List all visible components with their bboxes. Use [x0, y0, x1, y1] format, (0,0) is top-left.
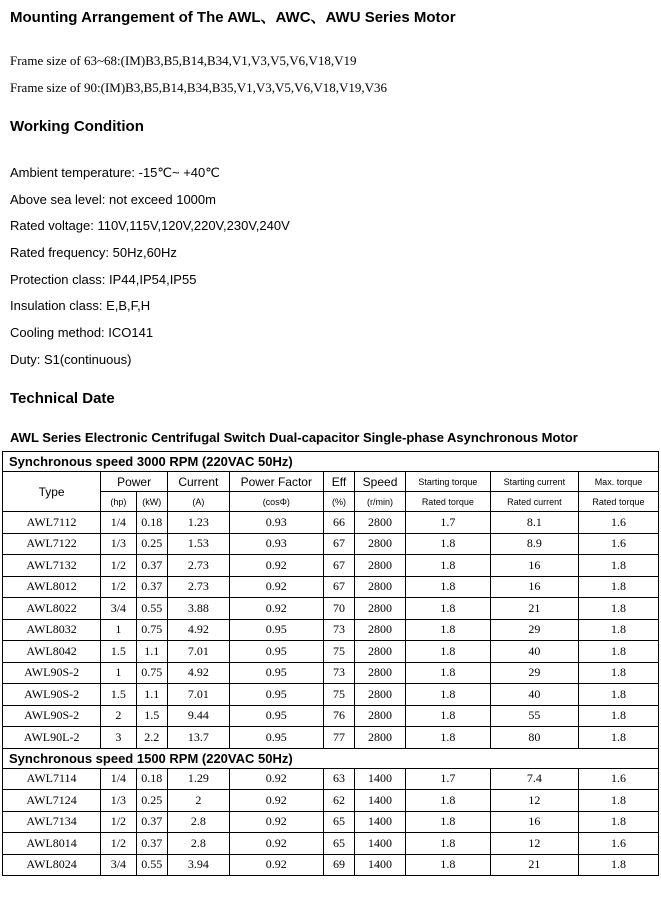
table-row	[3, 768, 659, 790]
table-row	[3, 641, 659, 663]
cell-max-torque-ratio: 1.8	[578, 598, 658, 620]
cell-current: 13.7	[167, 727, 229, 749]
header-starting-torque: Starting torque	[405, 472, 490, 492]
table-header-row	[3, 472, 659, 492]
table-header-units-row	[3, 492, 659, 512]
cell-hp: 2	[101, 705, 136, 727]
cell-max-torque-ratio: 1.8	[578, 555, 658, 577]
cell-eff: 66	[323, 512, 354, 534]
table-row	[3, 598, 659, 620]
table-row	[3, 512, 659, 534]
cell-hp: 3	[101, 727, 136, 749]
table-row	[3, 533, 659, 555]
cell-starting-torque-ratio: 1.8	[405, 533, 490, 555]
table-row	[3, 684, 659, 706]
cell-max-torque-ratio: 1.6	[578, 512, 658, 534]
cell-hp: 1	[101, 662, 136, 684]
cell-hp: 1/4	[101, 512, 136, 534]
cell-starting-torque-ratio: 1.8	[405, 684, 490, 706]
cell-type: AWL90S-2	[3, 662, 101, 684]
cell-type: AWL7114	[3, 768, 101, 790]
cell-current: 1.23	[167, 512, 229, 534]
cell-power-factor: 0.95	[229, 662, 323, 684]
cell-current: 3.94	[167, 854, 229, 876]
cell-speed: 1400	[355, 833, 406, 855]
cell-speed: 2800	[355, 662, 406, 684]
cell-current: 1.29	[167, 768, 229, 790]
cell-kw: 1.1	[136, 684, 167, 706]
cell-starting-current-ratio: 8.1	[490, 512, 578, 534]
cell-power-factor: 0.92	[229, 811, 323, 833]
cell-hp: 1/2	[101, 811, 136, 833]
condition-insulation-class: Insulation class: E,B,F,H	[10, 298, 151, 313]
cell-max-torque-ratio: 1.8	[578, 662, 658, 684]
page-title: Mounting Arrangement of The AWL、AWC、AWU Series Motor	[10, 9, 456, 26]
cell-kw: 0.18	[136, 512, 167, 534]
cell-starting-torque-ratio: 1.8	[405, 619, 490, 641]
cell-starting-torque-ratio: 1.8	[405, 727, 490, 749]
cell-speed: 2800	[355, 619, 406, 641]
cell-max-torque-ratio: 1.8	[578, 576, 658, 598]
header-unit-current: (A)	[167, 492, 229, 512]
cell-current: 2.8	[167, 833, 229, 855]
cell-speed: 2800	[355, 705, 406, 727]
cell-eff: 67	[323, 576, 354, 598]
cell-eff: 63	[323, 768, 354, 790]
cell-current: 2.73	[167, 576, 229, 598]
cell-speed: 2800	[355, 576, 406, 598]
cell-starting-torque-ratio: 1.8	[405, 705, 490, 727]
cell-starting-torque-ratio: 1.8	[405, 576, 490, 598]
table-row	[3, 576, 659, 598]
cell-eff: 75	[323, 641, 354, 663]
cell-type: AWL8014	[3, 833, 101, 855]
cell-hp: 1/2	[101, 555, 136, 577]
cell-kw: 0.55	[136, 598, 167, 620]
cell-hp: 1/4	[101, 768, 136, 790]
condition-cooling-method: Cooling method: ICO141	[10, 325, 154, 340]
cell-starting-current-ratio: 40	[490, 684, 578, 706]
cell-starting-current-ratio: 16	[490, 555, 578, 577]
table-subtitle: AWL Series Electronic Centrifugal Switch Dual-capacitor Single-phase Asynchronous Motor	[10, 430, 578, 445]
cell-type: AWL90S-2	[3, 705, 101, 727]
cell-eff: 67	[323, 533, 354, 555]
header-speed: Speed	[355, 472, 406, 492]
cell-type: AWL7124	[3, 790, 101, 812]
cell-eff: 73	[323, 619, 354, 641]
cell-eff: 65	[323, 833, 354, 855]
cell-starting-current-ratio: 29	[490, 619, 578, 641]
header-rated-current: Rated current	[490, 492, 578, 512]
cell-kw: 1.1	[136, 641, 167, 663]
cell-type: AWL7134	[3, 811, 101, 833]
cell-power-factor: 0.95	[229, 727, 323, 749]
cell-type: AWL90S-2	[3, 684, 101, 706]
header-eff: Eff	[323, 472, 354, 492]
cell-starting-torque-ratio: 1.8	[405, 641, 490, 663]
cell-eff: 75	[323, 684, 354, 706]
cell-starting-current-ratio: 12	[490, 790, 578, 812]
cell-starting-current-ratio: 80	[490, 727, 578, 749]
cell-eff: 65	[323, 811, 354, 833]
cell-power-factor: 0.95	[229, 641, 323, 663]
header-current: Current	[167, 472, 229, 492]
condition-rated-frequency: Rated frequency: 50Hz,60Hz	[10, 245, 177, 260]
cell-eff: 69	[323, 854, 354, 876]
technical-heading: Technical Date	[10, 390, 115, 407]
cell-hp: 3/4	[101, 598, 136, 620]
cell-max-torque-ratio: 1.8	[578, 619, 658, 641]
cell-starting-torque-ratio: 1.7	[405, 768, 490, 790]
header-rated-torque: Rated torque	[405, 492, 490, 512]
cell-speed: 1400	[355, 811, 406, 833]
speed-group-row	[3, 452, 659, 472]
cell-starting-torque-ratio: 1.8	[405, 598, 490, 620]
cell-hp: 1/3	[101, 790, 136, 812]
cell-hp: 3/4	[101, 854, 136, 876]
cell-starting-current-ratio: 21	[490, 854, 578, 876]
speed-group-label: Synchronous speed 1500 RPM (220VAC 50Hz)	[3, 748, 659, 768]
cell-power-factor: 0.92	[229, 598, 323, 620]
cell-kw: 0.37	[136, 576, 167, 598]
cell-eff: 73	[323, 662, 354, 684]
cell-starting-current-ratio: 21	[490, 598, 578, 620]
cell-kw: 0.75	[136, 662, 167, 684]
cell-kw: 0.25	[136, 790, 167, 812]
cell-starting-current-ratio: 12	[490, 833, 578, 855]
cell-max-torque-ratio: 1.6	[578, 833, 658, 855]
cell-power-factor: 0.92	[229, 833, 323, 855]
cell-max-torque-ratio: 1.8	[578, 641, 658, 663]
cell-starting-torque-ratio: 1.8	[405, 854, 490, 876]
header-rated-torque-max: Rated torque	[578, 492, 658, 512]
cell-current: 2.8	[167, 811, 229, 833]
cell-starting-current-ratio: 29	[490, 662, 578, 684]
header-unit-pf: (cosΦ)	[229, 492, 323, 512]
cell-speed: 2800	[355, 533, 406, 555]
cell-current: 4.92	[167, 662, 229, 684]
cell-power-factor: 0.92	[229, 854, 323, 876]
cell-current: 7.01	[167, 641, 229, 663]
cell-speed: 1400	[355, 790, 406, 812]
cell-eff: 62	[323, 790, 354, 812]
cell-max-torque-ratio: 1.8	[578, 790, 658, 812]
cell-type: AWL8032	[3, 619, 101, 641]
cell-speed: 2800	[355, 684, 406, 706]
cell-type: AWL7112	[3, 512, 101, 534]
cell-eff: 76	[323, 705, 354, 727]
cell-max-torque-ratio: 1.8	[578, 705, 658, 727]
cell-current: 3.88	[167, 598, 229, 620]
cell-speed: 2800	[355, 727, 406, 749]
table-row	[3, 619, 659, 641]
cell-starting-current-ratio: 55	[490, 705, 578, 727]
header-type: Type	[3, 472, 101, 512]
table-row	[3, 790, 659, 812]
cell-kw: 0.37	[136, 555, 167, 577]
cell-type: AWL90L-2	[3, 727, 101, 749]
cell-hp: 1.5	[101, 684, 136, 706]
cell-speed: 2800	[355, 512, 406, 534]
header-power: Power	[101, 472, 168, 492]
cell-kw: 0.37	[136, 833, 167, 855]
cell-starting-torque-ratio: 1.7	[405, 512, 490, 534]
cell-power-factor: 0.95	[229, 619, 323, 641]
condition-protection-class: Protection class: IP44,IP54,IP55	[10, 272, 197, 287]
header-unit-kw: (kW)	[136, 492, 167, 512]
header-max-torque: Max. torque	[578, 472, 658, 492]
table-row	[3, 854, 659, 876]
cell-starting-torque-ratio: 1.8	[405, 662, 490, 684]
cell-speed: 2800	[355, 641, 406, 663]
cell-hp: 1/2	[101, 833, 136, 855]
header-unit-eff: (%)	[323, 492, 354, 512]
frame-size-90: Frame size of 90:(IM)B3,B5,B14,B34,B35,V1,V3,V5,V6,V18,V19,V36	[10, 80, 387, 95]
cell-current: 4.92	[167, 619, 229, 641]
table-row	[3, 833, 659, 855]
cell-hp: 1/2	[101, 576, 136, 598]
cell-power-factor: 0.93	[229, 512, 323, 534]
cell-starting-current-ratio: 16	[490, 576, 578, 598]
cell-kw: 0.18	[136, 768, 167, 790]
table-row	[3, 727, 659, 749]
cell-power-factor: 0.95	[229, 684, 323, 706]
cell-power-factor: 0.92	[229, 790, 323, 812]
cell-power-factor: 0.92	[229, 555, 323, 577]
cell-type: AWL8012	[3, 576, 101, 598]
frame-size-63-68: Frame size of 63~68:(IM)B3,B5,B14,B34,V1,V3,V5,V6,V18,V19	[10, 53, 357, 68]
condition-rated-voltage: Rated voltage: 110V,115V,120V,220V,230V,240V	[10, 218, 290, 233]
cell-max-torque-ratio: 1.6	[578, 533, 658, 555]
cell-speed: 2800	[355, 598, 406, 620]
cell-kw: 0.25	[136, 533, 167, 555]
cell-current: 1.53	[167, 533, 229, 555]
cell-eff: 67	[323, 555, 354, 577]
header-power-factor: Power Factor	[229, 472, 323, 492]
cell-max-torque-ratio: 1.8	[578, 811, 658, 833]
cell-current: 9.44	[167, 705, 229, 727]
cell-starting-current-ratio: 7.4	[490, 768, 578, 790]
table-row	[3, 662, 659, 684]
cell-starting-torque-ratio: 1.8	[405, 833, 490, 855]
cell-starting-torque-ratio: 1.8	[405, 811, 490, 833]
cell-speed: 1400	[355, 854, 406, 876]
cell-speed: 1400	[355, 768, 406, 790]
condition-ambient-temperature: Ambient temperature: -15℃~ +40℃	[10, 165, 220, 180]
cell-type: AWL8022	[3, 598, 101, 620]
cell-power-factor: 0.93	[229, 533, 323, 555]
cell-starting-current-ratio: 40	[490, 641, 578, 663]
cell-starting-current-ratio: 8.9	[490, 533, 578, 555]
table-row	[3, 555, 659, 577]
cell-starting-torque-ratio: 1.8	[405, 555, 490, 577]
table-row	[3, 705, 659, 727]
cell-type: AWL7132	[3, 555, 101, 577]
speed-group-label: Synchronous speed 3000 RPM (220VAC 50Hz)	[3, 452, 659, 472]
cell-power-factor: 0.95	[229, 705, 323, 727]
cell-max-torque-ratio: 1.8	[578, 684, 658, 706]
cell-starting-torque-ratio: 1.8	[405, 790, 490, 812]
cell-kw: 1.5	[136, 705, 167, 727]
cell-current: 2.73	[167, 555, 229, 577]
cell-eff: 70	[323, 598, 354, 620]
cell-kw: 0.37	[136, 811, 167, 833]
header-unit-speed: (r/min)	[355, 492, 406, 512]
condition-sea-level: Above sea level: not exceed 1000m	[10, 192, 216, 207]
cell-max-torque-ratio: 1.8	[578, 727, 658, 749]
cell-kw: 2.2	[136, 727, 167, 749]
header-unit-hp: (hp)	[101, 492, 136, 512]
cell-current: 2	[167, 790, 229, 812]
cell-hp: 1	[101, 619, 136, 641]
cell-max-torque-ratio: 1.6	[578, 768, 658, 790]
cell-type: AWL8024	[3, 854, 101, 876]
cell-eff: 77	[323, 727, 354, 749]
condition-duty: Duty: S1(continuous)	[10, 352, 132, 367]
cell-kw: 0.55	[136, 854, 167, 876]
cell-starting-current-ratio: 16	[490, 811, 578, 833]
cell-power-factor: 0.92	[229, 768, 323, 790]
cell-type: AWL7122	[3, 533, 101, 555]
table-row	[3, 811, 659, 833]
cell-type: AWL8042	[3, 641, 101, 663]
working-condition-heading: Working Condition	[10, 118, 144, 135]
cell-current: 7.01	[167, 684, 229, 706]
cell-hp: 1/3	[101, 533, 136, 555]
spec-table	[2, 451, 659, 876]
header-starting-current: Starting current	[490, 472, 578, 492]
cell-max-torque-ratio: 1.8	[578, 854, 658, 876]
cell-power-factor: 0.92	[229, 576, 323, 598]
cell-hp: 1.5	[101, 641, 136, 663]
cell-speed: 2800	[355, 555, 406, 577]
speed-group-row	[3, 748, 659, 768]
cell-kw: 0.75	[136, 619, 167, 641]
